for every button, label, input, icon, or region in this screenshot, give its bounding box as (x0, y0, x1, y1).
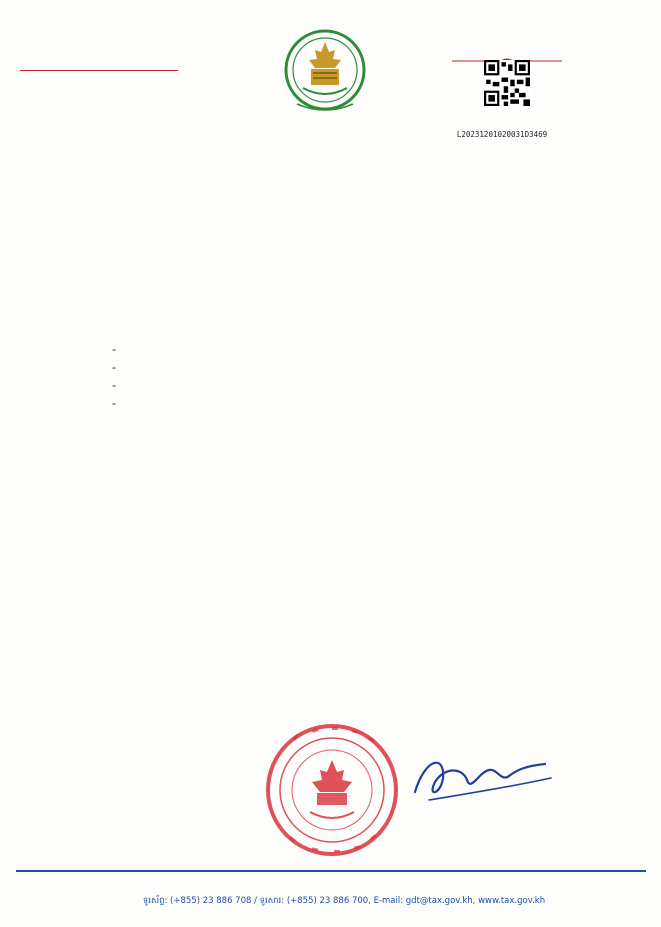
notice-title (0, 190, 661, 208)
requirement-bullet: - (112, 342, 117, 356)
requirement-bullet: - (112, 396, 117, 410)
signatory-title-1 (300, 680, 600, 697)
footer-divider (16, 870, 646, 872)
intro-paragraph (64, 278, 594, 295)
notice-about-label (0, 210, 661, 225)
department-name (20, 54, 178, 71)
tax-department-emblem-icon (283, 26, 367, 118)
handwritten-signature-icon (405, 748, 555, 808)
letter-date (250, 147, 640, 179)
closing-paragraph (64, 413, 594, 430)
signatory-title-2 (300, 699, 600, 715)
ministry-name (20, 32, 225, 50)
kingdom-name (452, 13, 642, 31)
requirement-bullet: - (112, 360, 117, 374)
numbered-item-2 (64, 320, 594, 337)
letterhead-right (452, 13, 642, 70)
qr-code-icon (484, 60, 530, 106)
signer-name (462, 832, 582, 850)
national-motto (452, 35, 642, 51)
letter-body (64, 278, 594, 434)
letter-number (20, 79, 225, 93)
official-seal-icon (262, 720, 402, 860)
numbered-item-1 (64, 299, 594, 316)
qr-document-code: L20231201020031D3469 (456, 130, 548, 139)
footer-contact: ទូរស័ព្ទ: (+855) 23 886 708 / ទូរសារ: (+855) 23 886 700, E-mail: gdt@tax.gov.kh, www.tax.gov.kh (142, 896, 546, 906)
letterhead-left (20, 32, 225, 93)
requirement-bullet: - (112, 378, 117, 392)
footer-address (38, 876, 628, 890)
